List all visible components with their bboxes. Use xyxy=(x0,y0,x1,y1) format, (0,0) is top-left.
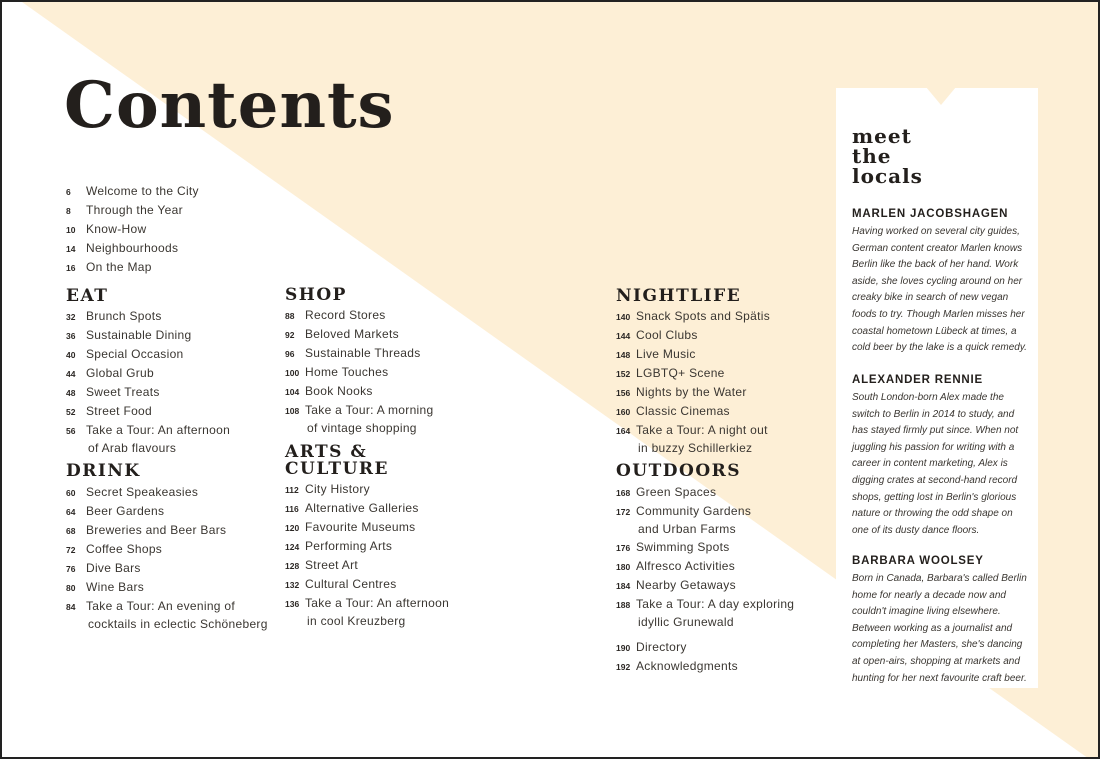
entry-label xyxy=(86,383,160,401)
page-number: 144 xyxy=(616,331,631,341)
entry-label-line: Street Art xyxy=(305,558,359,572)
toc-entry xyxy=(285,594,449,630)
entry-label xyxy=(305,382,373,400)
toc-entry xyxy=(66,521,268,540)
toc-entry xyxy=(285,344,433,363)
entry-label xyxy=(305,325,399,343)
page-number: 84 xyxy=(66,602,76,612)
entry-label-continuation: in cool Kreuzberg xyxy=(307,614,406,628)
entry-label-line: Acknowledgments xyxy=(636,659,738,673)
toc-entry xyxy=(66,383,230,402)
toc-entry xyxy=(285,401,433,437)
page-number: 40 xyxy=(66,350,76,360)
toc-entry xyxy=(66,220,199,239)
page-number: 72 xyxy=(66,545,76,555)
drink-list xyxy=(66,483,268,633)
page-number: 52 xyxy=(66,407,76,417)
entry-label xyxy=(305,344,421,362)
page-number: 56 xyxy=(66,426,76,436)
entry-label-line: Sweet Treats xyxy=(86,385,160,399)
page-number: 10 xyxy=(66,225,76,235)
page-number: 116 xyxy=(285,504,299,514)
entry-label-line: Favourite Museums xyxy=(305,520,416,534)
toc-entry xyxy=(616,364,770,383)
page-number: 190 xyxy=(616,643,631,653)
entry-label-line: Beloved Markets xyxy=(305,327,399,341)
entry-label-line: Take a Tour: An evening of xyxy=(86,599,236,613)
toc-entry xyxy=(616,657,738,676)
entry-label xyxy=(86,578,144,596)
local-bio: Having worked on several city guides, German content creator Marlen knows Berlin like the back of her hand. Work aside, she loves cycling around on her creaky bike in search of new vegan foods to try. Though Marlen misses her coastal hometown Lübeck at times, a cold beer by the lake is a quick remedy. xyxy=(852,226,1027,354)
entry-label xyxy=(86,559,141,577)
page-number: 184 xyxy=(616,581,631,591)
entry-label-line: Wine Bars xyxy=(86,580,145,594)
entry-label xyxy=(305,306,386,324)
toc-entry xyxy=(616,383,770,402)
page-number: 68 xyxy=(66,526,76,536)
entry-label xyxy=(636,538,730,556)
page-number: 188 xyxy=(616,600,631,610)
entry-label xyxy=(636,638,687,656)
entry-label-line: Alfresco Activities xyxy=(636,559,736,573)
entry-label-line: LGBTQ+ Scene xyxy=(636,366,725,380)
entry-label xyxy=(86,239,178,257)
toc-entry xyxy=(616,502,794,538)
toc-entry xyxy=(285,537,449,556)
page-number: 108 xyxy=(285,406,300,416)
entry-label-line: Neighbourhoods xyxy=(86,241,179,255)
entry-label xyxy=(636,326,698,344)
toc-entry xyxy=(66,345,230,364)
toc-entry xyxy=(285,499,449,518)
entry-label-line: Sustainable Dining xyxy=(86,328,192,342)
entry-label xyxy=(86,597,268,633)
toc-entry xyxy=(616,326,770,345)
page-number: 76 xyxy=(66,564,76,574)
page-number: 192 xyxy=(616,662,631,672)
entry-label xyxy=(86,540,162,558)
entry-label-line: Take a Tour: A night out xyxy=(636,423,768,437)
toc-entry xyxy=(66,421,230,457)
entry-label-line: Know-How xyxy=(86,222,147,236)
page-number: 120 xyxy=(285,523,300,533)
local-bio: South London-born Alex made the switch to Berlin in 2014 to study, and has stayed firmly put since. When not juggling his passion for writing with a career in content marketing, Alex is digging crates at second-hand record shops, getting lost in Berlin's glorious nature or throwing the odd shape on one of its dusty dance floors. xyxy=(852,392,1019,536)
toc-entry xyxy=(285,518,449,537)
entry-label-line: Cultural Centres xyxy=(305,577,397,591)
entry-label xyxy=(86,421,230,457)
page-number: 44 xyxy=(66,369,76,379)
entry-label-line: Coffee Shops xyxy=(86,542,163,556)
entry-label xyxy=(86,483,198,501)
back-matter-list xyxy=(616,638,738,676)
entry-label-line: Classic Cinemas xyxy=(636,404,730,418)
section-heading-eat: EAT xyxy=(66,286,109,306)
toc-entry xyxy=(285,382,433,401)
entry-label-line: Green Spaces xyxy=(636,485,717,499)
entry-label-line: Live Music xyxy=(636,347,696,361)
toc-entry xyxy=(616,483,794,502)
entry-label-line: Nights by the Water xyxy=(636,385,747,399)
page-number: 168 xyxy=(616,488,631,498)
entry-label xyxy=(86,364,154,382)
page-number: 6 xyxy=(66,187,71,197)
toc-entry xyxy=(66,540,268,559)
entry-label xyxy=(636,576,736,594)
toc-entry xyxy=(616,421,770,457)
section-heading-outdoors: OUTDOORS xyxy=(616,461,742,481)
entry-label-continuation: of Arab flavours xyxy=(88,441,177,455)
page-number: 32 xyxy=(66,312,76,322)
entry-label xyxy=(305,518,415,536)
entry-label xyxy=(636,657,738,675)
page-number: 96 xyxy=(285,349,295,359)
page-number: 124 xyxy=(285,542,300,552)
entry-label xyxy=(305,594,449,630)
page-number: 100 xyxy=(285,368,300,378)
entry-label-line: Record Stores xyxy=(305,308,386,322)
entry-label-line: Dive Bars xyxy=(86,561,141,575)
section-heading-nightlife: NIGHTLIFE xyxy=(616,286,742,306)
page-number: 160 xyxy=(616,407,631,417)
entry-label-line: Take a Tour: A morning xyxy=(305,403,434,417)
entry-label xyxy=(636,364,725,382)
toc-entry xyxy=(616,576,794,595)
page-number: 8 xyxy=(66,206,71,216)
page-number: 60 xyxy=(66,488,76,498)
page-number: 112 xyxy=(285,485,299,495)
page-number: 88 xyxy=(285,311,295,321)
page-number: 80 xyxy=(66,583,76,593)
entry-label-line: Performing Arts xyxy=(305,539,393,553)
toc-entry xyxy=(66,239,199,258)
entry-label-line: Alternative Galleries xyxy=(305,501,419,515)
entry-label xyxy=(86,201,183,219)
entry-label-line: City History xyxy=(305,482,370,496)
toc-entry xyxy=(66,182,199,201)
intro-list xyxy=(66,182,199,277)
toc-entry xyxy=(66,502,268,521)
entry-label xyxy=(86,182,199,200)
entry-label-line: Nearby Getaways xyxy=(636,578,736,592)
outdoors-list xyxy=(616,483,794,631)
toc-entry xyxy=(66,326,230,345)
entry-label xyxy=(305,401,433,437)
heading-line: CULTURE xyxy=(285,459,389,479)
toc-entry xyxy=(616,538,794,557)
entry-label xyxy=(86,326,191,344)
entry-label xyxy=(86,502,164,520)
page-number: 64 xyxy=(66,507,76,517)
entry-label-line: Global Grub xyxy=(86,366,154,380)
entry-label xyxy=(636,402,730,420)
entry-label-line: Secret Speakeasies xyxy=(86,485,199,499)
entry-label xyxy=(86,220,146,238)
page-number: 36 xyxy=(66,331,76,341)
entry-label-line: Welcome to the City xyxy=(86,184,199,198)
entry-label-line: Take a Tour: An afternoon xyxy=(305,596,450,610)
arts-culture-list xyxy=(285,480,449,630)
entry-label-line: Cool Clubs xyxy=(636,328,698,342)
toc-entry xyxy=(66,307,230,326)
locals-title: meet the locals xyxy=(852,124,923,188)
toc-entry xyxy=(285,556,449,575)
meet-the-locals-panel xyxy=(836,88,1038,688)
toc-entry xyxy=(66,597,268,633)
entry-label-continuation: cocktails in eclectic Schöneberg xyxy=(88,617,268,631)
page-number: 180 xyxy=(616,562,631,572)
entry-label xyxy=(86,258,152,276)
page-number: 172 xyxy=(616,507,631,517)
entry-label-line: Sustainable Threads xyxy=(305,346,421,360)
toc-entry xyxy=(66,483,268,502)
toc-entry xyxy=(66,364,230,383)
local-bio: Born in Canada, Barbara's called Berlin home for nearly a decade now and couldn't imagine living elsewhere. Between working as a journalist and completing her Masters, she's dancing at open-airs, shopping at markets and hunting for her next favourite craft beer. xyxy=(852,573,1027,684)
entry-label xyxy=(636,307,770,325)
page-number: 132 xyxy=(285,580,300,590)
entry-label-continuation: in buzzy Schillerkiez xyxy=(638,441,753,455)
local-name: ALEXANDER RENNIE xyxy=(852,374,984,386)
section-heading-arts-culture xyxy=(285,444,389,478)
notch-shape xyxy=(926,87,956,107)
entry-label-line: Breweries and Beer Bars xyxy=(86,523,227,537)
toc-entry xyxy=(616,402,770,421)
page-number: 16 xyxy=(66,263,76,273)
entry-label-line: Snack Spots and Spätis xyxy=(636,309,771,323)
entry-label-continuation: of vintage shopping xyxy=(307,421,417,435)
page-number: 92 xyxy=(285,330,295,340)
entry-label xyxy=(305,363,388,381)
heading-line: ARTS & xyxy=(285,442,368,462)
entry-label-line: Through the Year xyxy=(86,203,183,217)
entry-label-line: Home Touches xyxy=(305,365,389,379)
local-name: MARLEN JACOBSHAGEN xyxy=(852,208,1009,220)
toc-entry xyxy=(285,575,449,594)
entry-label xyxy=(636,345,696,363)
entry-label xyxy=(636,502,751,538)
page-title: Contents xyxy=(64,68,395,143)
toc-entry xyxy=(285,325,433,344)
entry-label xyxy=(305,556,358,574)
toc-entry xyxy=(66,578,268,597)
entry-label xyxy=(305,575,397,593)
page-number: 164 xyxy=(616,426,631,436)
section-heading-shop: SHOP xyxy=(285,285,347,305)
page-number: 48 xyxy=(66,388,76,398)
entry-label xyxy=(636,383,747,401)
toc-entry xyxy=(66,258,199,277)
entry-label xyxy=(305,499,419,517)
entry-label xyxy=(636,421,768,457)
entry-label-line: Brunch Spots xyxy=(86,309,162,323)
entry-label xyxy=(86,307,162,325)
entry-label-line: Community Gardens xyxy=(636,504,752,518)
entry-label xyxy=(86,345,184,363)
entry-label xyxy=(305,480,370,498)
entry-label-line: On the Map xyxy=(86,260,152,274)
entry-label xyxy=(305,537,392,555)
toc-entry xyxy=(66,559,268,578)
toc-entry xyxy=(66,201,199,220)
page-number: 140 xyxy=(616,312,631,322)
page-number: 14 xyxy=(66,244,76,254)
page-number: 148 xyxy=(616,350,631,360)
entry-label-line: Street Food xyxy=(86,404,153,418)
toc-entry xyxy=(66,402,230,421)
page-number: 136 xyxy=(285,599,300,609)
toc-entry xyxy=(616,345,770,364)
entry-label xyxy=(86,521,226,539)
toc-entry xyxy=(616,557,794,576)
toc-entry xyxy=(285,363,433,382)
entry-label-line: Beer Gardens xyxy=(86,504,165,518)
toc-entry xyxy=(616,638,738,657)
entry-label xyxy=(636,595,794,631)
toc-entry xyxy=(616,307,770,326)
page-number: 152 xyxy=(616,369,631,379)
page-number: 128 xyxy=(285,561,300,571)
toc-entry xyxy=(285,480,449,499)
toc-entry xyxy=(285,306,433,325)
entry-label-line: Take a Tour: A day exploring xyxy=(636,597,795,611)
toc-entry xyxy=(616,595,794,631)
page-number: 156 xyxy=(616,388,631,398)
entry-label-line: Special Occasion xyxy=(86,347,184,361)
entry-label xyxy=(636,483,716,501)
entry-label-line: Take a Tour: An afternoon xyxy=(86,423,231,437)
entry-label-line: Book Nooks xyxy=(305,384,373,398)
entry-label-line: Directory xyxy=(636,640,687,654)
section-heading-drink: DRINK xyxy=(66,461,141,481)
local-name: BARBARA WOOLSEY xyxy=(852,555,984,567)
page-number: 176 xyxy=(616,543,631,553)
entry-label xyxy=(636,557,735,575)
nightlife-list xyxy=(616,307,770,457)
shop-list xyxy=(285,306,433,437)
entry-label-continuation: and Urban Farms xyxy=(638,522,736,536)
eat-list xyxy=(66,307,230,457)
entry-label-continuation: idyllic Grunewald xyxy=(638,615,734,629)
page-number: 104 xyxy=(285,387,300,397)
entry-label-line: Swimming Spots xyxy=(636,540,730,554)
entry-label xyxy=(86,402,152,420)
